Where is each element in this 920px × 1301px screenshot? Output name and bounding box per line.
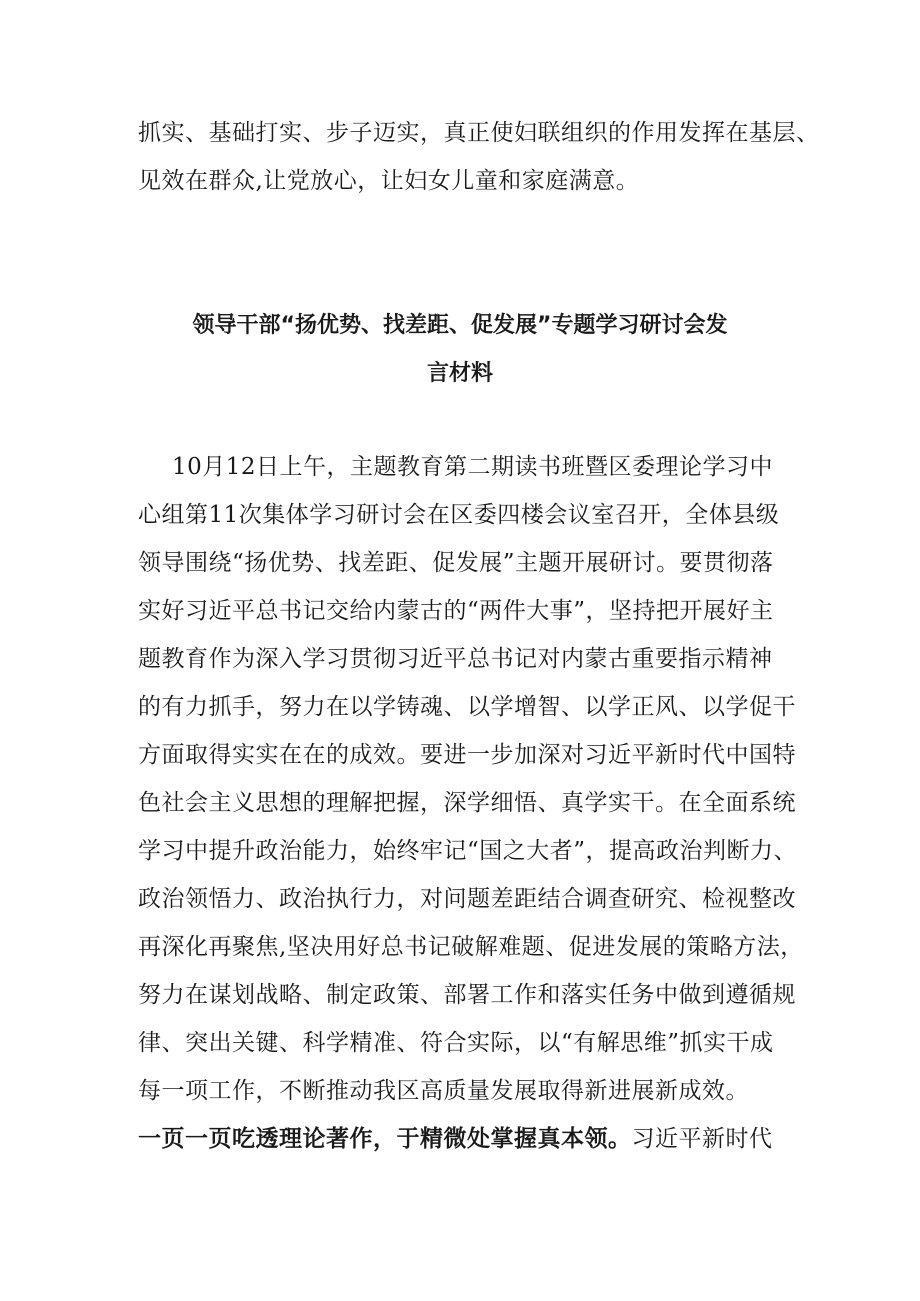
body-line-2: 心组第11次集体学习研讨会在区委四楼会议室召开，全体县级 [138, 502, 780, 528]
body-line-3: 领导围绕“扬优势、找差距、促发展”主题开展研讨。要贯彻落 [138, 550, 774, 576]
document-title-line-2: 言材料 [426, 361, 493, 386]
body-line-11: 再深化再聚焦,坚决用好总书记破解难题、促进发展的策略方法， [138, 934, 804, 960]
body-line-4: 实好习近平总书记交给内蒙古的“两件大事”，坚持把开展好主 [138, 598, 774, 624]
prev-section-line-2: 见效在群众,让党放心，让妇女儿童和家庭满意。 [138, 168, 640, 194]
body-line-10: 政治领悟力、政治执行力，对问题差距结合调查研究、检视整改 [138, 886, 796, 912]
body-line-6: 的有力抓手，努力在以学铸魂、以学增智、以学正风、以学促干 [138, 694, 796, 720]
body-last-line [138, 1124, 788, 1154]
body-line-1: 10月12日上午，主题教育第二期读书班暨区委理论学习中 [172, 454, 774, 480]
body-line-5: 题教育作为深入学习贯彻习近平总书记对内蒙古重要指示精神 [138, 646, 773, 672]
paragraph-continuation: 习近平新时代 [631, 1126, 773, 1152]
body-line-14: 每一项工作，不断推动我区高质量发展取得新进展新成效。 [138, 1078, 749, 1104]
body-line-12: 努力在谋划战略、制定政策、部署工作和落实任务中做到遵循规 [138, 982, 796, 1008]
body-line-8: 色社会主义思想的理解把握，深学细悟、真学实干。在全面系统 [138, 790, 796, 816]
prev-section-line-1: 抓实、基础打实、步子迈实，真正使妇联组织的作用发挥在基层、 [138, 120, 820, 146]
body-line-7: 方面取得实实在在的成效。要进一步加深对习近平新时代中国特 [138, 742, 796, 768]
paragraph-lead-bold: 一页一页吃透理论著作，于精微处掌握真本领。 [138, 1126, 632, 1152]
document-title-line-1: 领导干部“扬优势、找差距、促发展”专题学习研讨会发 [192, 313, 728, 338]
body-line-9: 学习中提升政治能力，始终牢记“国之大者”，提高政治判断力、 [138, 838, 798, 864]
body-line-13: 律、突出关键、科学精准、符合实际，以“有解思维”抓实干成 [138, 1030, 774, 1056]
